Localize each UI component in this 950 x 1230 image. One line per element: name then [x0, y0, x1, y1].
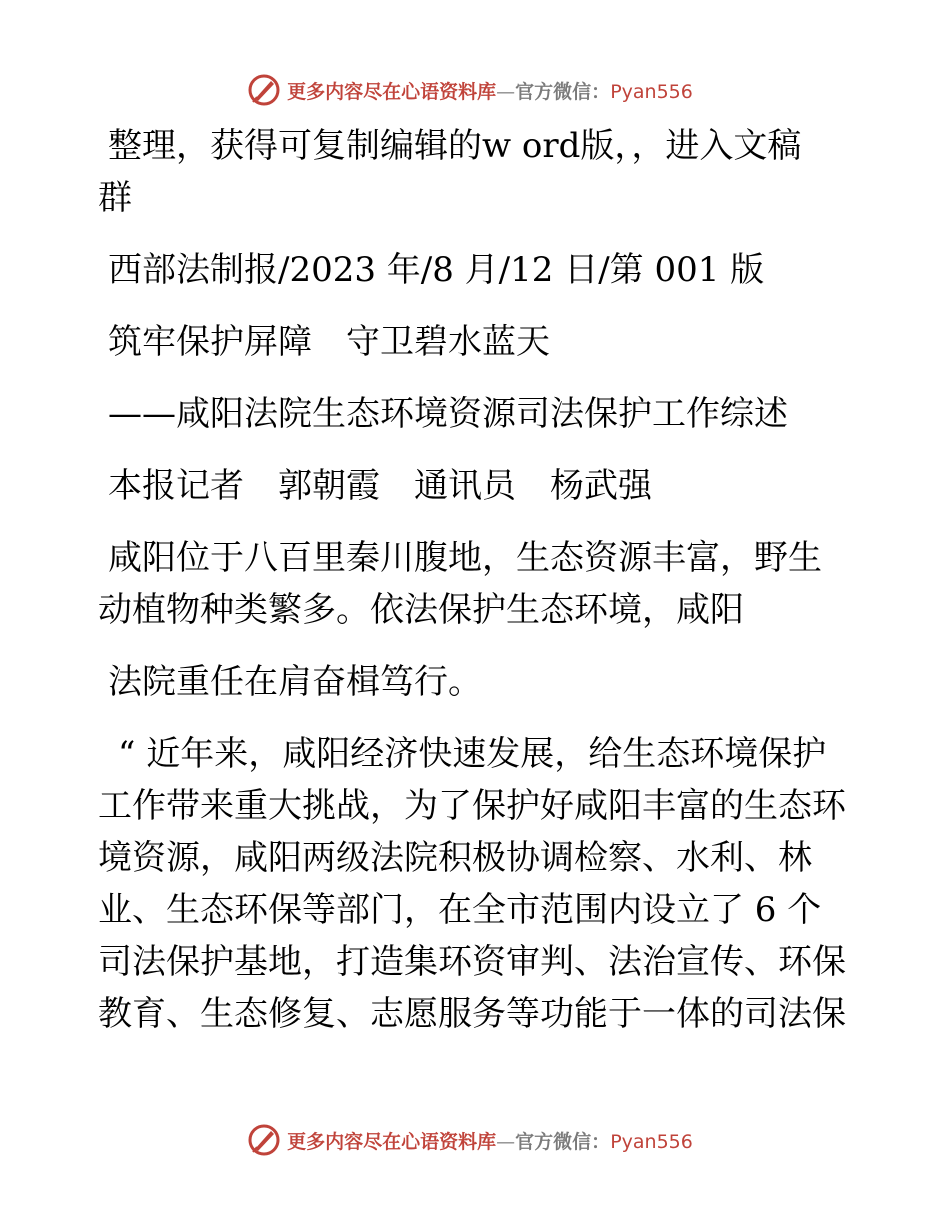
banner-text [287, 1127, 693, 1154]
intro-line: 群 [98, 178, 132, 218]
subheadline: ——咸阳法院生态环境资源司法保护工作综述 [108, 394, 788, 434]
paragraph-line: 咸阳位于八百里秦川腹地，生态资源丰富，野生 [108, 538, 822, 578]
banner-dash: — [496, 80, 516, 103]
footer-banner [0, 1120, 950, 1160]
body-paragraph [98, 728, 858, 1040]
banner-wechat-label: 官方微信： [515, 80, 611, 103]
banner-wechat-id: Pyan556 [610, 80, 693, 103]
paragraph-line: 工作带来重大挑战，为了保护好咸阳丰富的生态环 [98, 786, 846, 826]
body-paragraph [98, 532, 858, 636]
paragraph-line: 司法保护基地，打造集环资审判、法治宣传、环保 [98, 942, 846, 982]
dateline-paragraph [98, 244, 858, 296]
intro-paragraph [98, 120, 858, 224]
banner-content [247, 1123, 693, 1157]
banner-dash: — [496, 1130, 516, 1153]
body-paragraph [98, 656, 858, 708]
banner-content [247, 73, 693, 107]
paragraph-line: 境资源，咸阳两级法院积极协调检察、水利、林 [98, 838, 812, 878]
dateline: 西部法制报/2023 年/8 月/12 日/第 001 版 [108, 250, 765, 290]
intro-line: 整理，获得可复制编辑的w ord版，，进入文稿 [108, 126, 802, 166]
paragraph-line: 业、生态环保等部门，在全市范围内设立了 6 个 [98, 890, 822, 930]
paragraph-line: 动植物种类繁多。依法保护生态环境，咸阳 [98, 590, 744, 630]
paragraph-line: 法院重任在肩奋楫笃行。 [108, 662, 482, 702]
quill-in-circle-icon [247, 1123, 281, 1157]
subheadline-paragraph [98, 388, 858, 440]
headline: 筑牢保护屏障 守卫碧水蓝天 [108, 322, 550, 362]
paragraph-line: “ 近年来，咸阳经济快速发展，给生态环境保护 [118, 734, 827, 774]
banner-wechat-label: 官方微信： [515, 1130, 611, 1153]
banner-site-name: 更多内容尽在心语资料库 [287, 1130, 497, 1153]
headline-paragraph [98, 316, 858, 368]
document-body [98, 120, 858, 1040]
quill-in-circle-icon [247, 73, 281, 107]
banner-wechat-id: Pyan556 [610, 1130, 693, 1153]
banner-text [287, 77, 693, 104]
header-banner [0, 70, 950, 110]
paragraph-line: 教育、生态修复、志愿服务等功能于一体的司法保 [98, 994, 846, 1034]
byline-paragraph [98, 460, 858, 512]
banner-site-name: 更多内容尽在心语资料库 [287, 80, 497, 103]
byline: 本报记者 郭朝霞 通讯员 杨武强 [108, 466, 652, 506]
